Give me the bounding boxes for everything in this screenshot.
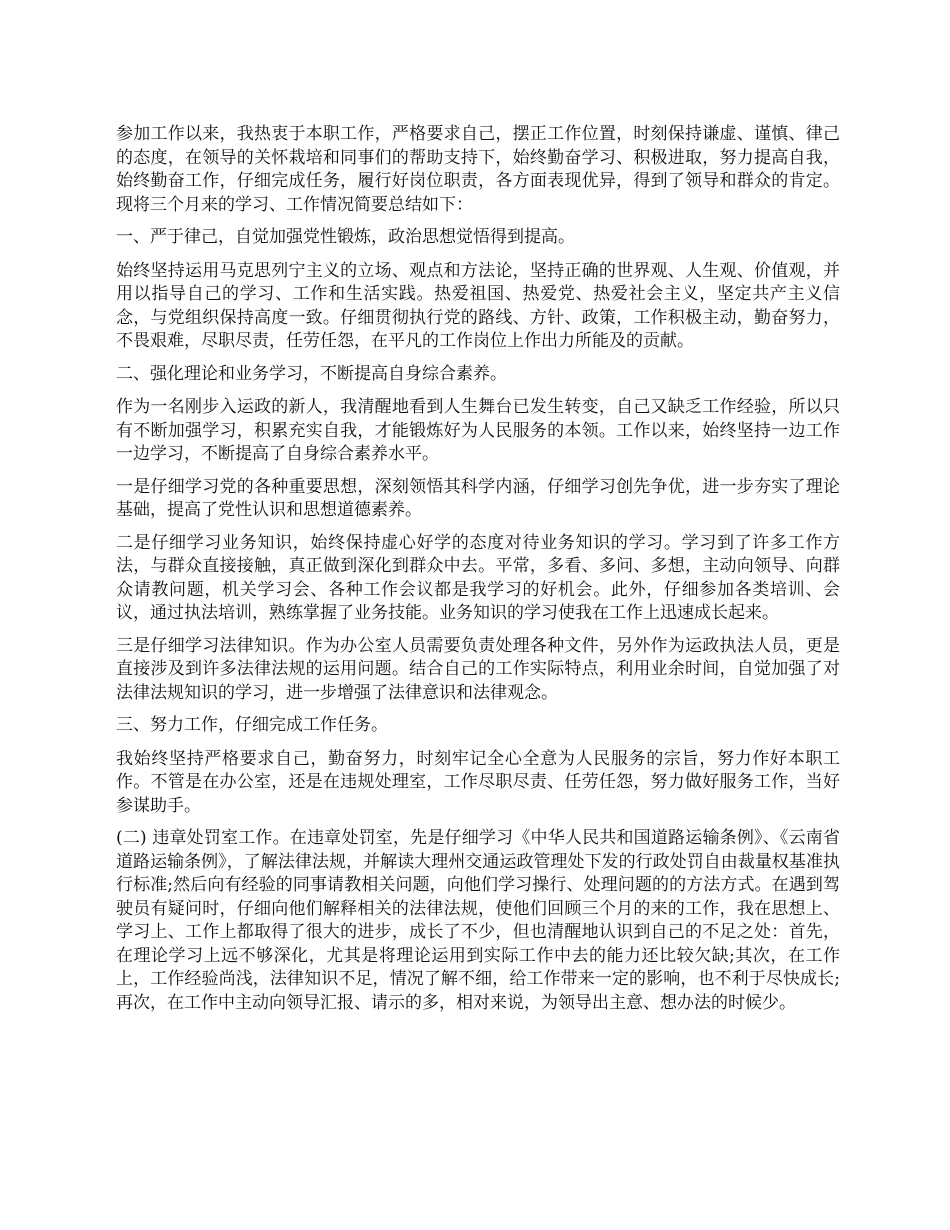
section-heading-2: 二、强化理论和业务学习，不断提高自身综合素养。 xyxy=(116,363,507,384)
section-heading-3: 三、努力工作，仔细完成工作任务。 xyxy=(116,715,388,735)
document-body xyxy=(116,123,840,1024)
paragraph-law-study: 三是仔细学习法律知识。作为办公室人员需要负责处理各种文件，另外作为运政执法人员，更是直接涉及到许多法律法规的运用问题。结合自己的工作实际特点，利用业余时间，自觉加强了对法律法规知识的学习，进一步增强了法律意识和法律观念。 xyxy=(116,635,840,703)
paragraph-work-attitude: 我始终坚持严格要求自己，勤奋努力，时刻牢记全心全意为人民服务的宗旨，努力作好本职工作。不管是在办公室，还是在违规处理室，工作尽职尽责、任劳任怨，努力做好服务工作，当好参谋助手。 xyxy=(116,748,840,816)
section-heading-1: 一、严于律己，自觉加强党性锻炼，政治思想觉悟得到提高。 xyxy=(116,227,575,247)
paragraph-penalty-office: (二) 违章处罚室工作。在违章处罚室，先是仔细学习《中华人民共和国道路运输条例》、《云南省道路运输条例》，了解法律法规，并解读大理州交通运政管理处下发的行政处罚自由裁量权基准执行标准;然后向有经验的同事请教相关问题，向他们学习操行、处理问题的的方法方式。在遇到驾驶员有疑问时，仔细向他们解释相关的法律法规，使他们回顾三个月的来的工作，我在思想上、学习上、工作上都取得了很大的进步，成长了不少，但也清醒地认识到自己的不足之处：首先，在理论学习上远不够深化，尤其是将理论运用到实际工作中去的能力还比较欠缺;其次，在工作上，工作经验尚浅，法律知识不足，情况了解不细，给工作带来一定的影响，也不利于尽快成长;再次，在工作中主动向领导汇报、请示的多，相对来说，为领导出主意、想办法的时候少。 xyxy=(116,828,840,1013)
intro-paragraph: 参加工作以来，我热衷于本职工作，严格要求自己，摆正工作位置，时刻保持谦虚、谨慎、律己的态度，在领导的关怀栽培和同事们的帮助支持下，始终勤奋学习、积极进取，努力提高自我，始终勤奋工作，仔细完成任务，履行好岗位职责，各方面表现优异，得到了领导和群众的肯定。现将三个月来的学习、工作情况简要总结如下： xyxy=(116,124,840,215)
paragraph-newcomer: 作为一名刚步入运政的新人，我清醒地看到人生舞台已发生转变，自己又缺乏工作经验，所以只有不断加强学习，积累充实自我，才能锻炼好为人民服务的本领。工作以来，始终坚持一边工作一边学习，不断提高了自身综合素养水平。 xyxy=(116,397,840,464)
paragraph-party-study: 一是仔细学习党的各种重要思想，深刻领悟其科学内涵，仔细学习创先争优，进一步夯实了理论基础，提高了党性认识和思想道德素养。 xyxy=(116,476,840,520)
paragraph-business-study: 二是仔细学习业务知识，始终保持虚心好学的态度对待业务知识的学习。学习到了许多工作方法，与群众直接接触，真正做到深化到群众中去。平常，多看、多问、多想，主动向领导、向群众请教问题，机关学习会、各种工作会议都是我学习的好机会。此外，仔细参加各类培训、会议，通过执法培训，熟练掌握了业务技能。业务知识的学习使我在工作上迅速成长起来。 xyxy=(116,532,840,623)
paragraph-political-thought: 始终坚持运用马克思列宁主义的立场、观点和方法论，坚持正确的世界观、人生观、价值观，并用以指导自己的学习、工作和生活实践。热爱祖国、热爱党、热爱社会主义，坚定共产主义信念，与党组织保持高度一致。仔细贯彻执行党的路线、方针、政策，工作积极主动，勤奋努力，不畏艰难，尽职尽责，任劳任怨，在平凡的工作岗位上作出力所能及的贡献。 xyxy=(116,260,840,351)
